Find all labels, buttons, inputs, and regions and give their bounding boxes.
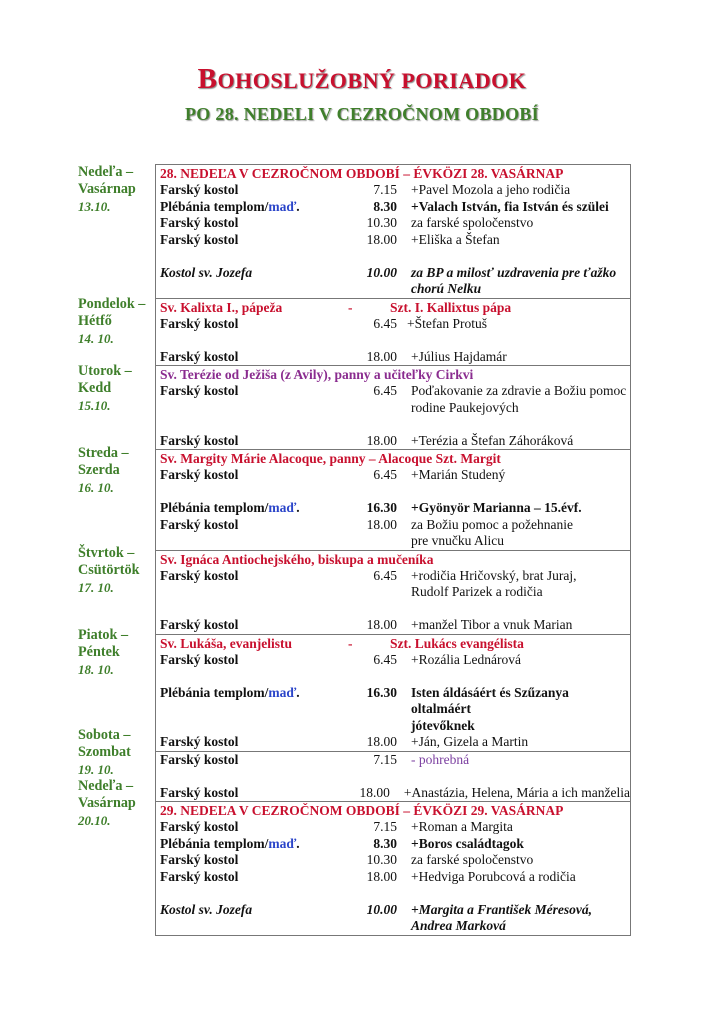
mass-time: 7.15: [373, 751, 397, 767]
intention-line: Poďakovanie za zdravie a Božiu pomoc: [411, 383, 627, 398]
intention-line: pre vnučku Alicu: [411, 533, 504, 548]
day-name: Nedeľa – Vasárnap: [78, 778, 136, 811]
mass-intention: +Július Hajdamár: [411, 348, 507, 364]
mass-place: Farský kostol: [160, 651, 239, 667]
mass-row: [160, 869, 630, 886]
mass-intention: - pohrebná: [411, 751, 470, 767]
mass-intention: [397, 383, 630, 416]
place-name: Plébánia templom/: [160, 198, 269, 214]
mass-place: [160, 500, 342, 517]
liturgical-heading: Sv. Kalixta I., pápeža - Szt. I. Kallixtus pápa: [160, 299, 512, 315]
mass-place: Farský kostol: [160, 516, 239, 532]
language-tag: maď: [268, 835, 297, 851]
mass-place: Farský kostol: [160, 784, 239, 800]
spacer: [160, 768, 630, 785]
mass-intention: +Eliška a Štefan: [411, 231, 500, 247]
mass-time: 18.00: [366, 734, 397, 749]
spacer: [160, 601, 630, 618]
day-date: 17. 10.: [78, 580, 114, 595]
mass-time: 10.00: [366, 264, 397, 280]
mass-place: Farský kostol: [160, 852, 239, 867]
mass-row: [160, 265, 630, 298]
mass-time: 8.30: [373, 198, 397, 214]
place-dot: .: [296, 500, 300, 515]
place-name: Plébánia templom/: [160, 835, 269, 851]
day-date: 14. 10.: [78, 331, 114, 346]
mass-intention: +Štefan Protuš: [407, 315, 487, 331]
mass-place: [160, 836, 342, 853]
day-label-sunday-1: [78, 164, 156, 215]
language-tag: maď: [268, 500, 297, 515]
intention-line: Rudolf Parizek a rodičia: [411, 584, 543, 599]
day-block-friday: [156, 635, 630, 752]
mass-intention: +Roman a Margita: [411, 819, 513, 834]
mass-row: [160, 617, 630, 634]
day-name: Utorok – Kedd: [78, 363, 132, 396]
heading-hu: Szt. Lukács evangélista: [390, 635, 524, 651]
mass-row: [160, 734, 630, 751]
place-name: Plébánia templom/: [160, 500, 269, 515]
place-dot: .: [296, 684, 300, 700]
mass-intention: za farské spoločenstvo: [411, 852, 534, 867]
spacer: [160, 484, 630, 501]
mass-time: 18.00: [366, 348, 397, 364]
mass-row: [160, 433, 630, 450]
day-block-sunday-1: [156, 165, 630, 299]
place-dot: .: [296, 198, 300, 214]
spacer: [160, 885, 630, 902]
day-name: Streda – Szerda: [78, 445, 129, 478]
mass-place: Kostol sv. Jozefa: [160, 264, 253, 280]
mass-row: [160, 199, 630, 216]
mass-place: Farský kostol: [160, 868, 239, 884]
spacer: [160, 416, 630, 433]
mass-row: [160, 852, 630, 869]
mass-time: 6.45: [373, 315, 397, 331]
spacer: [160, 668, 630, 685]
intention-line: chorú Nelku: [411, 281, 482, 296]
heading-hu: Szt. I. Kallixtus pápa: [390, 299, 512, 315]
mass-place: [160, 199, 342, 216]
intention-line: +rodičia Hričovský, brat Juraj,: [411, 567, 577, 583]
mass-row: [160, 752, 630, 769]
mass-time: 6.45: [373, 467, 397, 482]
liturgical-heading: Sv. Ignáca Antiochejského, biskupa a mučeníka: [160, 551, 434, 567]
mass-place: Farský kostol: [160, 467, 239, 482]
day-name: Štvrtok – Csütörtök: [78, 545, 140, 578]
mass-time: 18.00: [366, 516, 397, 532]
day-name: Sobota – Szombat: [78, 727, 131, 760]
day-block-thursday: [156, 551, 630, 635]
mass-intention: [397, 517, 630, 550]
mass-time: 18.00: [366, 432, 397, 448]
document-header: [0, 62, 724, 125]
mass-row: [160, 568, 630, 601]
mass-intention: [397, 265, 630, 298]
mass-place: Farský kostol: [160, 182, 239, 197]
mass-place: Farský kostol: [160, 819, 239, 834]
mass-time: 16.30: [366, 500, 397, 515]
day-date: 13.10.: [78, 199, 111, 214]
liturgical-heading: 28. NEDEĽA V CEZROČNOM OBDOBÍ – ÉVKÖZI 28. VASÁRNAP: [160, 166, 564, 181]
mass-intention: +Valach István, fia István és szülei: [411, 198, 609, 214]
mass-intention: [397, 902, 630, 935]
day-name: Nedeľa – Vasárnap: [78, 164, 136, 197]
intention-line: jótevőknek: [411, 717, 475, 733]
spacer: [160, 248, 630, 265]
title-rest: OHOSLUŽOBNÝ PORIADOK: [217, 68, 527, 93]
day-date: 20.10.: [78, 813, 111, 828]
mass-place: Farský kostol: [160, 231, 239, 247]
mass-row: [160, 785, 630, 802]
mass-row: [160, 517, 630, 550]
mass-time: 10.30: [366, 215, 397, 230]
mass-place: [160, 685, 342, 735]
day-label-tuesday: [78, 363, 156, 414]
mass-row: [160, 467, 630, 484]
mass-place: Farský kostol: [160, 617, 239, 632]
mass-intention: +Ján, Gizela a Martin: [411, 734, 529, 749]
day-block-saturday: [156, 752, 630, 803]
mass-intention: +Gyönyör Marianna – 15.évf.: [411, 500, 582, 515]
intention-line: rodine Paukejových: [411, 399, 519, 415]
document-subtitle: PO 28. NEDELI V CEZROČNOM OBDOBÍ: [185, 104, 539, 124]
mass-intention: za farské spoločenstvo: [411, 215, 534, 230]
day-label-saturday: [78, 727, 156, 778]
intention-line: za BP a milosť uzdravenia pre ťažko: [411, 264, 617, 280]
day-date: 16. 10.: [78, 480, 114, 495]
language-tag: maď: [268, 684, 297, 700]
mass-intention: +Terézia a Štefan Záhoráková: [411, 432, 574, 448]
day-block-sunday-2: [156, 802, 630, 936]
schedule-table: [155, 164, 631, 936]
day-block-tuesday: [156, 366, 630, 450]
mass-time: 16.30: [366, 684, 397, 700]
language-tag: maď: [268, 198, 297, 214]
mass-time: 7.15: [373, 819, 397, 834]
intention-line: za Božiu pomoc a požehnanie: [411, 516, 573, 532]
day-date: 18. 10.: [78, 662, 114, 677]
mass-place: Farský kostol: [160, 567, 239, 583]
mass-intention: +manžel Tibor a vnuk Marian: [411, 617, 573, 632]
day-label-sunday-2: [78, 778, 156, 829]
mass-row: [160, 685, 630, 735]
mass-row: [160, 500, 630, 517]
heading-sk: Sv. Lukáša, evanjelistu: [160, 635, 293, 651]
day-date: 15.10.: [78, 398, 111, 413]
place-dot: .: [296, 835, 300, 851]
mass-time: 10.00: [366, 901, 397, 917]
mass-place: Farský kostol: [160, 315, 239, 331]
mass-row: [160, 652, 630, 669]
mass-intention: +Boros családtagok: [411, 835, 524, 851]
intention-line: Andrea Marková: [411, 918, 506, 933]
day-label-wednesday: [78, 445, 156, 496]
day-name: Pondelok – Hétfő: [78, 296, 146, 329]
mass-row: [160, 819, 630, 836]
mass-intention: +Pavel Mozola a jeho rodičia: [411, 182, 571, 197]
mass-intention: +Rozália Lednárová: [411, 651, 521, 667]
mass-time: 6.45: [373, 383, 397, 398]
mass-row: [160, 836, 630, 853]
mass-row: [160, 182, 630, 199]
place-name: Plébánia templom/: [160, 684, 269, 700]
mass-intention: +Anastázia, Helena, Mária a ich manželia: [403, 784, 630, 800]
day-block-wednesday: [156, 450, 630, 551]
mass-time: 10.30: [366, 852, 397, 867]
mass-intention: +Marián Studený: [411, 467, 506, 482]
day-label-monday: [78, 296, 156, 347]
mass-row: [160, 232, 630, 249]
day-date: 19. 10.: [78, 762, 114, 777]
mass-row: [160, 383, 630, 416]
mass-place: Farský kostol: [160, 215, 239, 230]
mass-row: [160, 349, 630, 366]
mass-time: 18.00: [366, 617, 397, 632]
mass-time: 18.00: [366, 868, 397, 884]
intention-line: Isten áldásáért és Szűzanya oltalmáért: [411, 684, 569, 716]
mass-time: 6.45: [373, 651, 397, 667]
liturgical-heading: Sv. Margity Márie Alacoque, panny – Alacoque Szt. Margit: [160, 451, 501, 466]
mass-place: Farský kostol: [160, 383, 239, 398]
mass-row: [160, 902, 630, 935]
liturgical-heading: Sv. Lukáša, evanjelistu - Szt. Lukács evangélista: [160, 635, 524, 651]
mass-time: 18.00: [359, 784, 390, 800]
mass-intention: [397, 568, 630, 601]
mass-row: [160, 215, 630, 232]
mass-place: Farský kostol: [160, 432, 239, 448]
day-label-thursday: [78, 545, 156, 596]
intention-line: +Margita a František Méresová,: [411, 901, 592, 917]
heading-sk: Sv. Kalixta I., pápeža: [160, 299, 283, 315]
liturgical-heading: Sv. Terézie od Ježiša (z Avily), panny a učiteľky Cirkvi: [160, 367, 474, 382]
document-title: [0, 62, 724, 98]
mass-time: 8.30: [373, 835, 397, 851]
day-label-friday: [78, 627, 156, 678]
mass-intention: [397, 685, 630, 735]
mass-time: 7.15: [373, 182, 397, 197]
day-block-monday: [156, 299, 630, 367]
mass-time: 6.45: [373, 567, 397, 583]
mass-time: 18.00: [366, 231, 397, 247]
mass-place: Kostol sv. Jozefa: [160, 901, 253, 917]
mass-place: Farský kostol: [160, 734, 239, 749]
day-name: Piatok – Péntek: [78, 627, 129, 660]
mass-place: Farský kostol: [160, 348, 239, 364]
mass-place: Farský kostol: [160, 751, 239, 767]
mass-intention: +Hedviga Porubcová a rodičia: [411, 868, 576, 884]
spacer: [160, 332, 630, 349]
liturgical-heading: 29. NEDEĽA V CEZROČNOM OBDOBÍ – ÉVKÖZI 29. VASÁRNAP: [160, 803, 564, 818]
title-initial: B: [197, 63, 218, 95]
mass-row: [160, 316, 630, 333]
